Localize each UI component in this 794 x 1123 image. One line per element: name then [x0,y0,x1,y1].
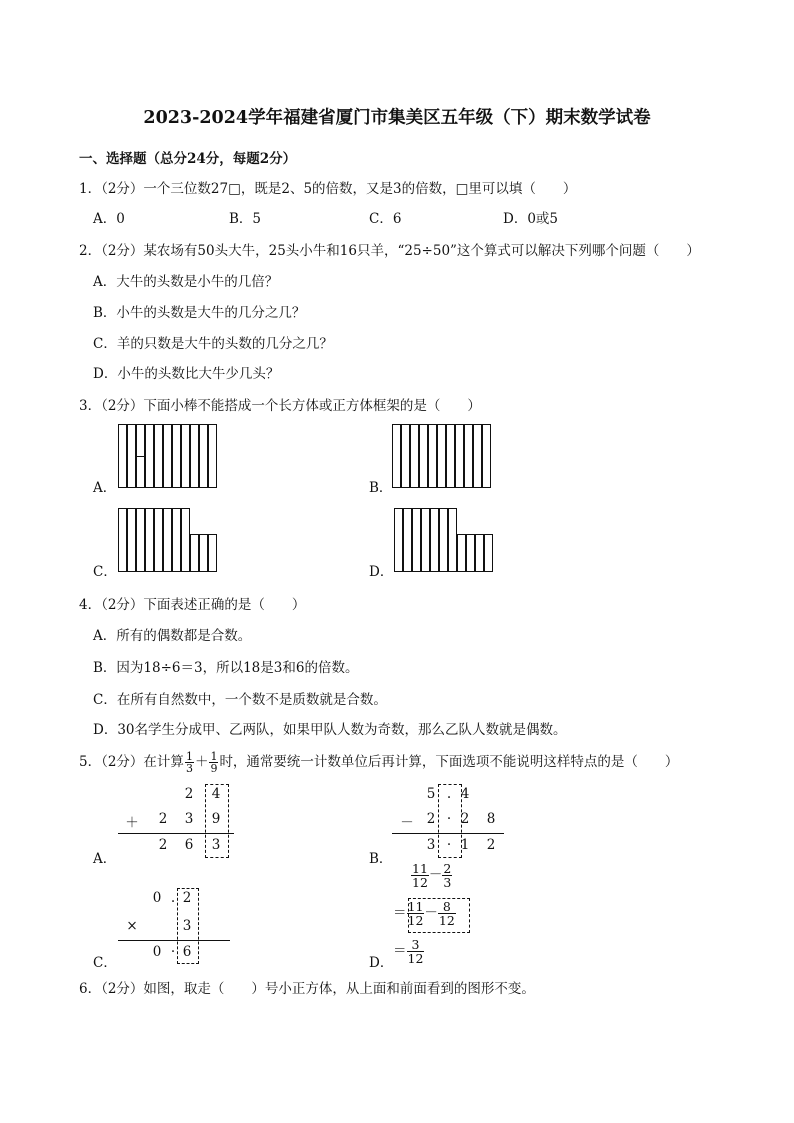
q2-option-b[interactable]: B．小牛的头数是大牛的几分之几？ [93,305,306,321]
q5-calc-b: 5 . 4 － 2 · 2 8 3 · 1 2 [392,784,512,860]
question-2-stem: 2．（2分）某农场有50头大牛，25头小牛和16只羊，“25÷50”这个算式可以解决下列哪个问题（ ） [79,243,700,259]
question-6-stem: 6．（2分）如图，取走（ ）号小正方体，从上面和前面看到的图形不变。 [79,981,535,997]
question-5-stem [79,750,678,774]
q1-option-b[interactable]: B．5 [229,211,262,227]
q2-option-d[interactable]: D．小牛的头数比大牛少几头？ [93,366,280,382]
sticks-figure-d [394,508,494,572]
q1-option-a[interactable]: A．0 [93,211,125,227]
q4-option-a[interactable]: A．所有的偶数都是合数。 [93,628,252,644]
question-1-stem: 1．（2分）一个三位数27□，既是2、5的倍数，又是3的倍数，□里可以填（ ） [79,181,577,197]
section-heading-choice: 一、选择题（总分24分，每题2分） [79,151,297,167]
q5-fraction-2: $\frac{1}{9}$ [210,750,218,775]
q4-option-c[interactable]: C．在所有自然数中，一个数不是质数就是合数。 [93,692,387,708]
q5-label-b[interactable]: B． [369,851,393,867]
question-3-stem: 3．（2分）下面小棒不能搭成一个长方体或正方体框架的是（ ） [79,398,481,414]
q2-option-a[interactable]: A．大牛的头数是小牛的几倍？ [93,274,279,290]
q5-d-line2: ＝ $\frac{11}{12}$ － $\frac{8}{12}$ [393,899,455,928]
q5-calc-d [393,862,503,972]
q4-option-b[interactable]: B．因为18÷6＝3，所以18是3和6的倍数。 [93,660,359,676]
page-title: 2023-2024学年福建省厦门市集美区五年级（下）期末数学试卷 [143,108,651,128]
q4-option-d[interactable]: D．30名学生分成甲、乙两队，如果甲队人数为奇数，那么乙队人数就是偶数。 [93,722,567,738]
q3-label-d[interactable]: D． [369,564,394,580]
q5-label-d[interactable]: D． [369,955,394,971]
q5-label-a[interactable]: A． [93,851,117,867]
q5-d-line3: ＝ $\frac{3}{12}$ [393,937,424,966]
q5-calc-a: 2 4 ＋ 2 3 9 2 6 3 [118,784,238,860]
q5-stem-start: 5．（2分）在计算 [79,754,184,770]
q1-option-d[interactable]: D．0或5 [503,211,559,227]
sticks-figure-a-short [118,424,218,488]
q5-fraction-1: $\frac{1}{3}$ [185,750,193,775]
q1-option-c[interactable]: C．6 [369,211,402,227]
q5-plus: ＋ [194,754,209,770]
q3-label-a[interactable]: A． [93,480,117,496]
q3-label-c[interactable]: C． [93,564,117,580]
q5-label-c[interactable]: C． [93,955,117,971]
q5-stem-end: 时，通常要统一计数单位后再计算，下面选项不能说明这样特点的是（ ） [219,754,679,770]
q2-option-c[interactable]: C．羊的只数是大牛的头数的几分之几？ [93,336,333,352]
sticks-figure-c [118,508,218,572]
q5-calc-c: 0 . 2 × 3 0 · 6 [118,888,238,964]
q3-label-b[interactable]: B． [369,480,393,496]
question-4-stem: 4．（2分）下面表述正确的是（ ） [79,597,306,613]
sticks-figure-b [392,424,492,488]
q5-d-line1: $\frac{11}{12}$ － $\frac{2}{3}$ [412,861,452,890]
